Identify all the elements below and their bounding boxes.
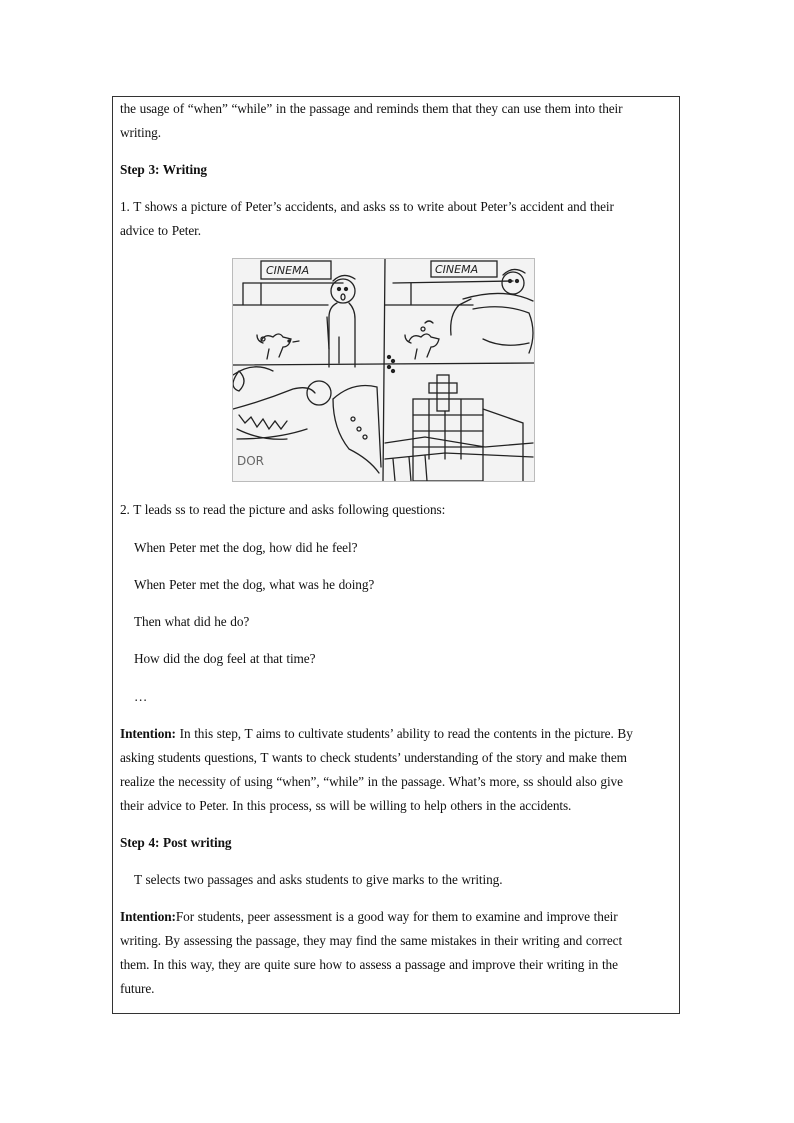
intention1-line1 bbox=[120, 722, 668, 746]
panel1-sign-text: CINEMA bbox=[266, 264, 310, 277]
intention2-line4: future. bbox=[120, 981, 155, 996]
step3-heading: Step 3: Writing bbox=[120, 162, 207, 177]
intro-line-2: writing. bbox=[120, 125, 161, 140]
intention1-line2: asking students questions, T wants to check students’ understanding of the story and make them bbox=[120, 750, 627, 765]
step3-item1-line1: 1. T shows a picture of Peter’s accidents, and asks ss to write about Peter’s accident and their bbox=[120, 199, 614, 214]
question-ellipsis: … bbox=[134, 689, 148, 704]
question-3: Then what did he do? bbox=[134, 614, 250, 629]
intention2-line2: writing. By assessing the passage, they may find the same mistakes in their writing and correct bbox=[120, 933, 623, 948]
panel3-text: DOR bbox=[237, 454, 265, 468]
step3-item2: 2. T leads ss to read the picture and asks following questions: bbox=[120, 502, 446, 517]
step3-item1-line2: advice to Peter. bbox=[120, 223, 201, 238]
step4-heading: Step 4: Post writing bbox=[120, 835, 232, 850]
intention2-text: For students, peer assessment is a good way for them to examine and improve their bbox=[175, 909, 618, 924]
intention1-label: Intention: bbox=[120, 726, 176, 741]
intention1-text: In this step, T aims to cultivate students’ ability to read the contents in the picture. By bbox=[175, 726, 633, 741]
intro-line-1: the usage of “when” “while” in the passage and reminds them that they can use them into their bbox=[120, 101, 623, 116]
intention2-line3: them. In this way, they are quite sure how to assess a passage and improve their writing in the bbox=[120, 957, 618, 972]
intention1-line3: realize the necessity of using “when”, “while” in the passage. What’s more, ss should also give bbox=[120, 774, 623, 789]
panel2-sign-text: CINEMA bbox=[435, 263, 479, 276]
question-4: How did the dog feel at that time? bbox=[134, 651, 316, 666]
question-1: When Peter met the dog, how did he feel? bbox=[134, 540, 358, 555]
intention2-label: Intention: bbox=[120, 909, 176, 924]
step4-text: T selects two passages and asks students to give marks to the writing. bbox=[134, 872, 503, 887]
peter-accident-comic-image bbox=[232, 258, 535, 482]
question-2: When Peter met the dog, what was he doing? bbox=[134, 577, 375, 592]
intention2-line1 bbox=[120, 905, 668, 929]
intention1-line4: their advice to Peter. In this process, ss will be willing to help others in the accidents. bbox=[120, 798, 572, 813]
